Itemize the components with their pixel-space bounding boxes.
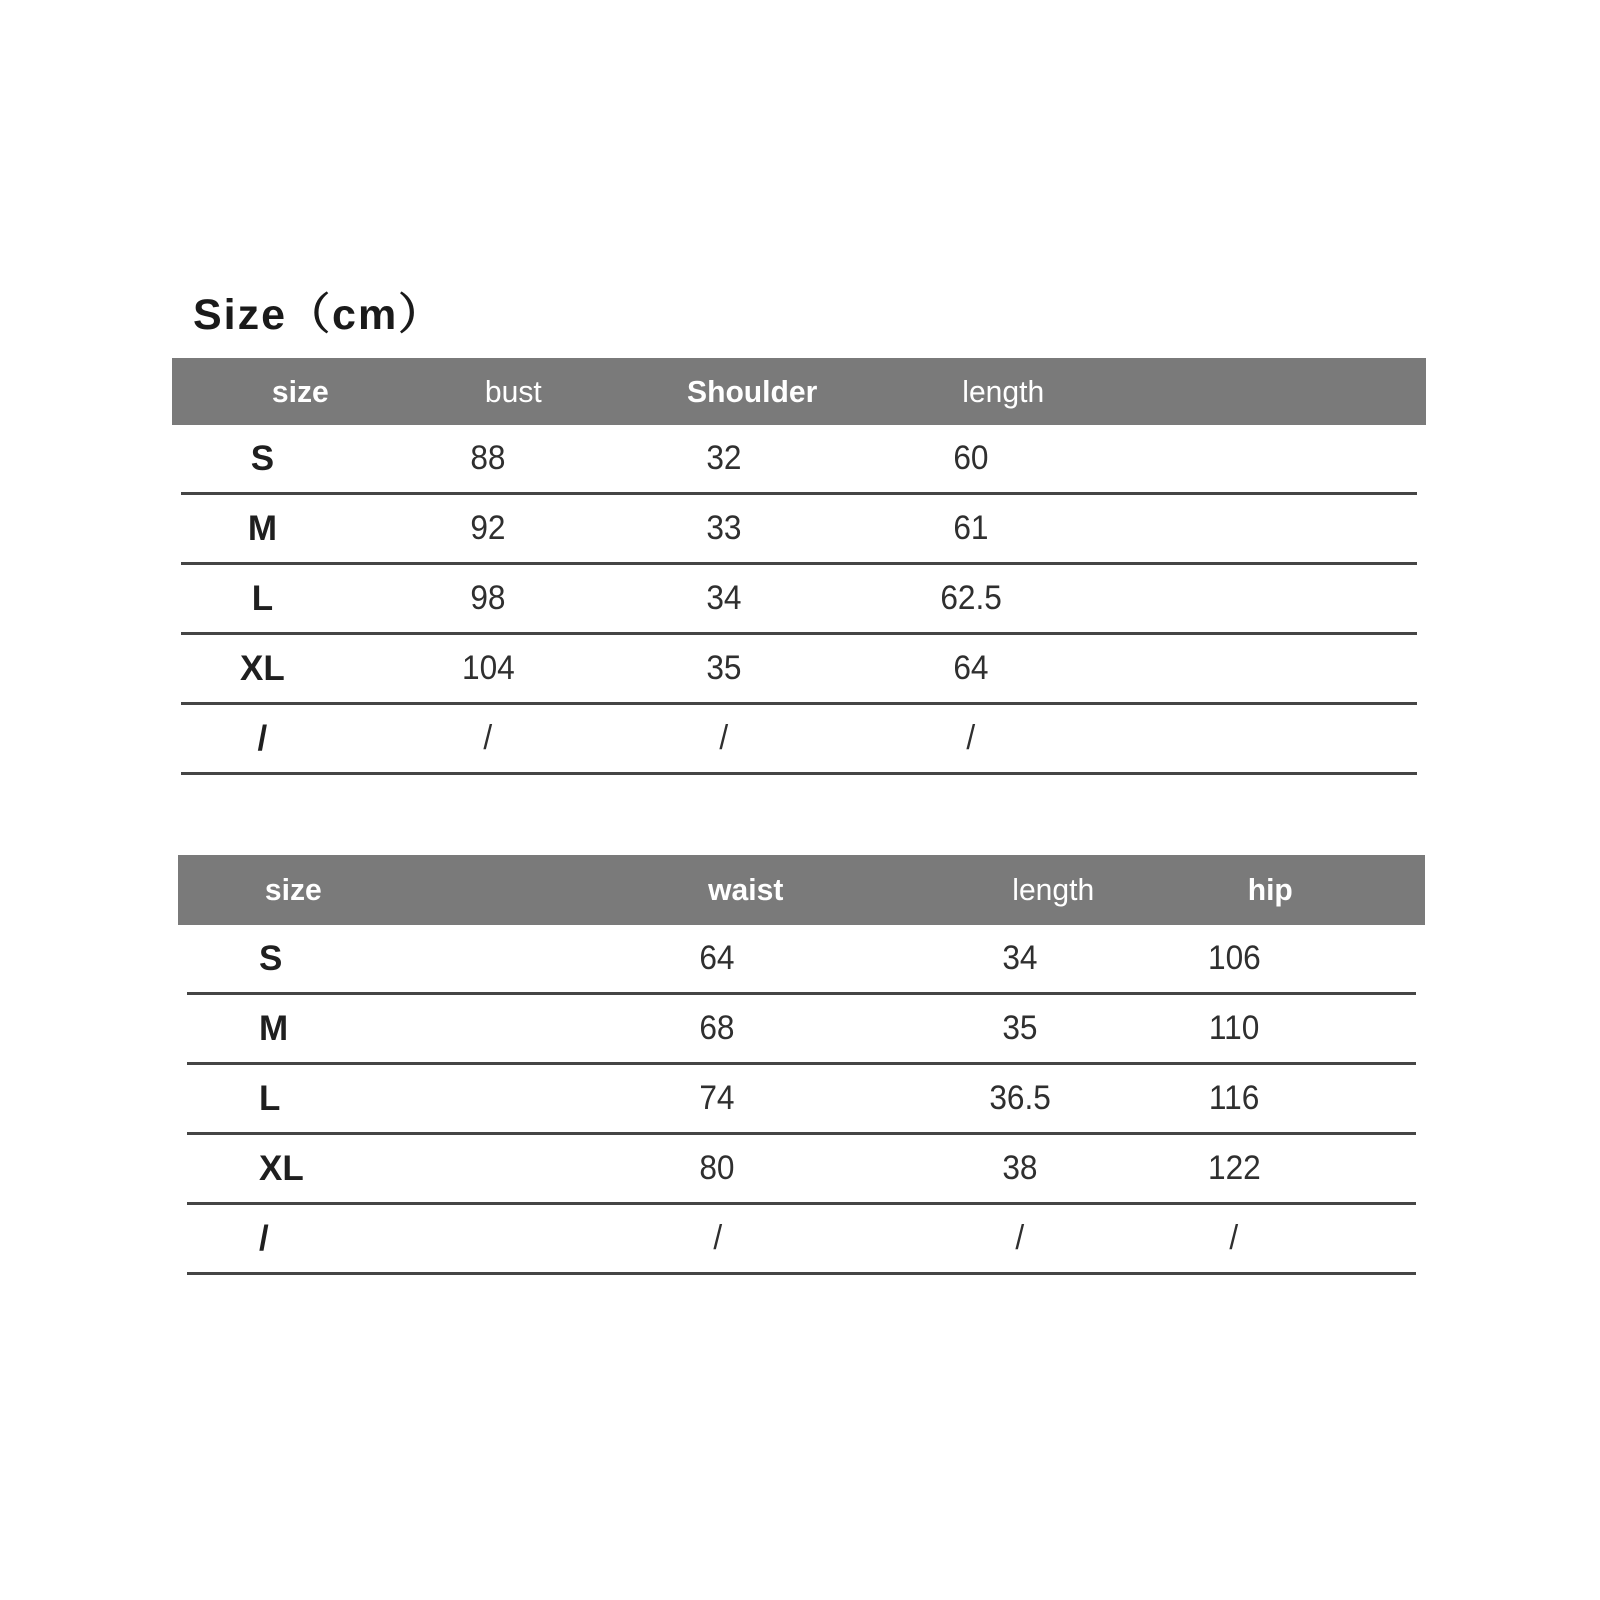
column-header-length: [845, 374, 1101, 410]
measurement-value-cell: [541, 1009, 894, 1048]
measurement-value-cell: [541, 1219, 894, 1258]
measurement-value-cell: [374, 579, 603, 618]
bottom-table-body: [187, 925, 1416, 1275]
table-row: [181, 635, 1417, 705]
column-header-label: hip: [1247, 872, 1293, 907]
size-label: /: [257, 718, 268, 758]
column-header-label: Shoulder: [687, 373, 818, 409]
measurement-value-cell: [541, 1149, 894, 1188]
measurement-value: 106: [1207, 939, 1261, 977]
measurement-value: /: [966, 719, 976, 757]
size-label-cell: [181, 579, 374, 619]
page-title: Size（cm）: [193, 291, 444, 339]
size-label: L: [259, 1078, 281, 1118]
measurement-value-cell: [374, 509, 603, 548]
size-label-cell: [181, 649, 374, 689]
measurement-value: 36.5: [988, 1079, 1051, 1117]
measurement-value: 38: [1002, 1149, 1038, 1187]
measurement-value-cell: [894, 1079, 1146, 1118]
size-label: M: [259, 1008, 289, 1048]
column-header-label: length: [962, 373, 1045, 409]
measurement-value: 34: [705, 579, 742, 617]
size-label-cell: [181, 439, 374, 479]
size-label-cell: [181, 509, 374, 549]
size-label-cell: [181, 719, 374, 759]
measurement-value-cell: [374, 719, 603, 758]
column-header-shoulder: [600, 374, 846, 410]
measurement-value-cell: [374, 439, 603, 478]
measurement-value-cell: [894, 1219, 1146, 1258]
measurement-value: 80: [699, 1149, 735, 1187]
measurement-value-cell: [1146, 1009, 1323, 1048]
measurement-value-cell: [602, 579, 844, 618]
size-label: M: [247, 508, 277, 548]
measurement-value: /: [1229, 1219, 1239, 1257]
measurement-value: 104: [461, 649, 515, 687]
measurement-value: 35: [705, 649, 742, 687]
table-row: [181, 565, 1417, 635]
measurement-value-cell: [894, 1149, 1146, 1188]
size-label: S: [259, 938, 283, 978]
size-label-cell: [187, 1149, 541, 1189]
measurement-value: 98: [470, 579, 506, 617]
top-table-body: [181, 425, 1417, 775]
column-header-label: waist: [708, 872, 784, 907]
measurement-value: 116: [1208, 1079, 1260, 1117]
measurement-value: 92: [470, 509, 506, 547]
measurement-value-cell: [845, 719, 1097, 758]
column-header-label: length: [1011, 872, 1094, 907]
measurement-value: 64: [953, 649, 989, 687]
measurement-value: 88: [470, 439, 506, 477]
measurement-value: /: [719, 719, 728, 757]
measurement-value: 110: [1208, 1009, 1260, 1047]
measurement-value-cell: [1146, 1149, 1323, 1188]
measurement-value: /: [712, 1219, 722, 1257]
measurement-value-cell: [894, 939, 1146, 978]
top-table-header-row: [172, 358, 1426, 425]
column-header-size: [172, 374, 368, 410]
measurement-value: 33: [705, 509, 742, 547]
size-label-cell: [187, 1219, 541, 1259]
size-label: S: [250, 438, 275, 478]
measurement-value-cell: [602, 649, 844, 688]
size-label-cell: [187, 1009, 541, 1049]
measurement-value: 32: [705, 439, 742, 477]
size-label-cell: [187, 1079, 541, 1119]
measurement-value-cell: [845, 649, 1097, 688]
measurement-value-cell: [602, 719, 844, 758]
measurement-value: 68: [699, 1009, 735, 1047]
size-label: /: [259, 1218, 269, 1258]
measurement-value: 60: [953, 439, 989, 477]
measurement-value-cell: [845, 509, 1097, 548]
size-label: XL: [259, 1148, 304, 1188]
table-row: [187, 1135, 1416, 1205]
measurement-value-cell: [541, 939, 894, 978]
table-row: [187, 995, 1416, 1065]
measurement-value-cell: [602, 439, 844, 478]
column-header-label: bust: [485, 373, 543, 409]
measurement-value: 62.5: [940, 579, 1002, 617]
size-label: L: [251, 578, 274, 618]
bottom-size-table: [178, 855, 1425, 1275]
bottom-table-header-row: [178, 855, 1425, 925]
table-row: [181, 425, 1417, 495]
measurement-value: 35: [1002, 1009, 1038, 1047]
column-header-label: size: [264, 872, 322, 907]
measurement-value-cell: [1146, 1219, 1323, 1258]
table-row: [187, 1065, 1416, 1135]
measurement-value: 74: [699, 1079, 735, 1117]
column-header-bust: [368, 374, 600, 410]
size-label-cell: [187, 939, 541, 979]
measurement-value: 61: [953, 509, 989, 547]
measurement-value: 122: [1207, 1149, 1261, 1187]
measurement-value-cell: [602, 509, 844, 548]
measurement-value-cell: [845, 579, 1097, 618]
column-header-size: [178, 872, 537, 908]
top-size-table: [172, 358, 1426, 775]
measurement-value-cell: [374, 649, 603, 688]
measurement-value: 64: [699, 939, 735, 977]
measurement-value: /: [1015, 1219, 1025, 1257]
table-row: [187, 925, 1416, 995]
column-header-waist: [537, 872, 895, 908]
table-row: [187, 1205, 1416, 1275]
measurement-value-cell: [845, 439, 1097, 478]
measurement-value-cell: [894, 1009, 1146, 1048]
measurement-value-cell: [1146, 1079, 1323, 1118]
table-row: [181, 495, 1417, 565]
size-label: XL: [240, 648, 285, 688]
table-row: [181, 705, 1417, 775]
measurement-value-cell: [541, 1079, 894, 1118]
measurement-value: /: [483, 719, 493, 757]
measurement-value-cell: [1146, 939, 1323, 978]
column-header-label: size: [271, 373, 329, 409]
column-header-length: [895, 872, 1151, 908]
measurement-value: 34: [1002, 939, 1038, 977]
column-header-hip: [1151, 872, 1331, 908]
